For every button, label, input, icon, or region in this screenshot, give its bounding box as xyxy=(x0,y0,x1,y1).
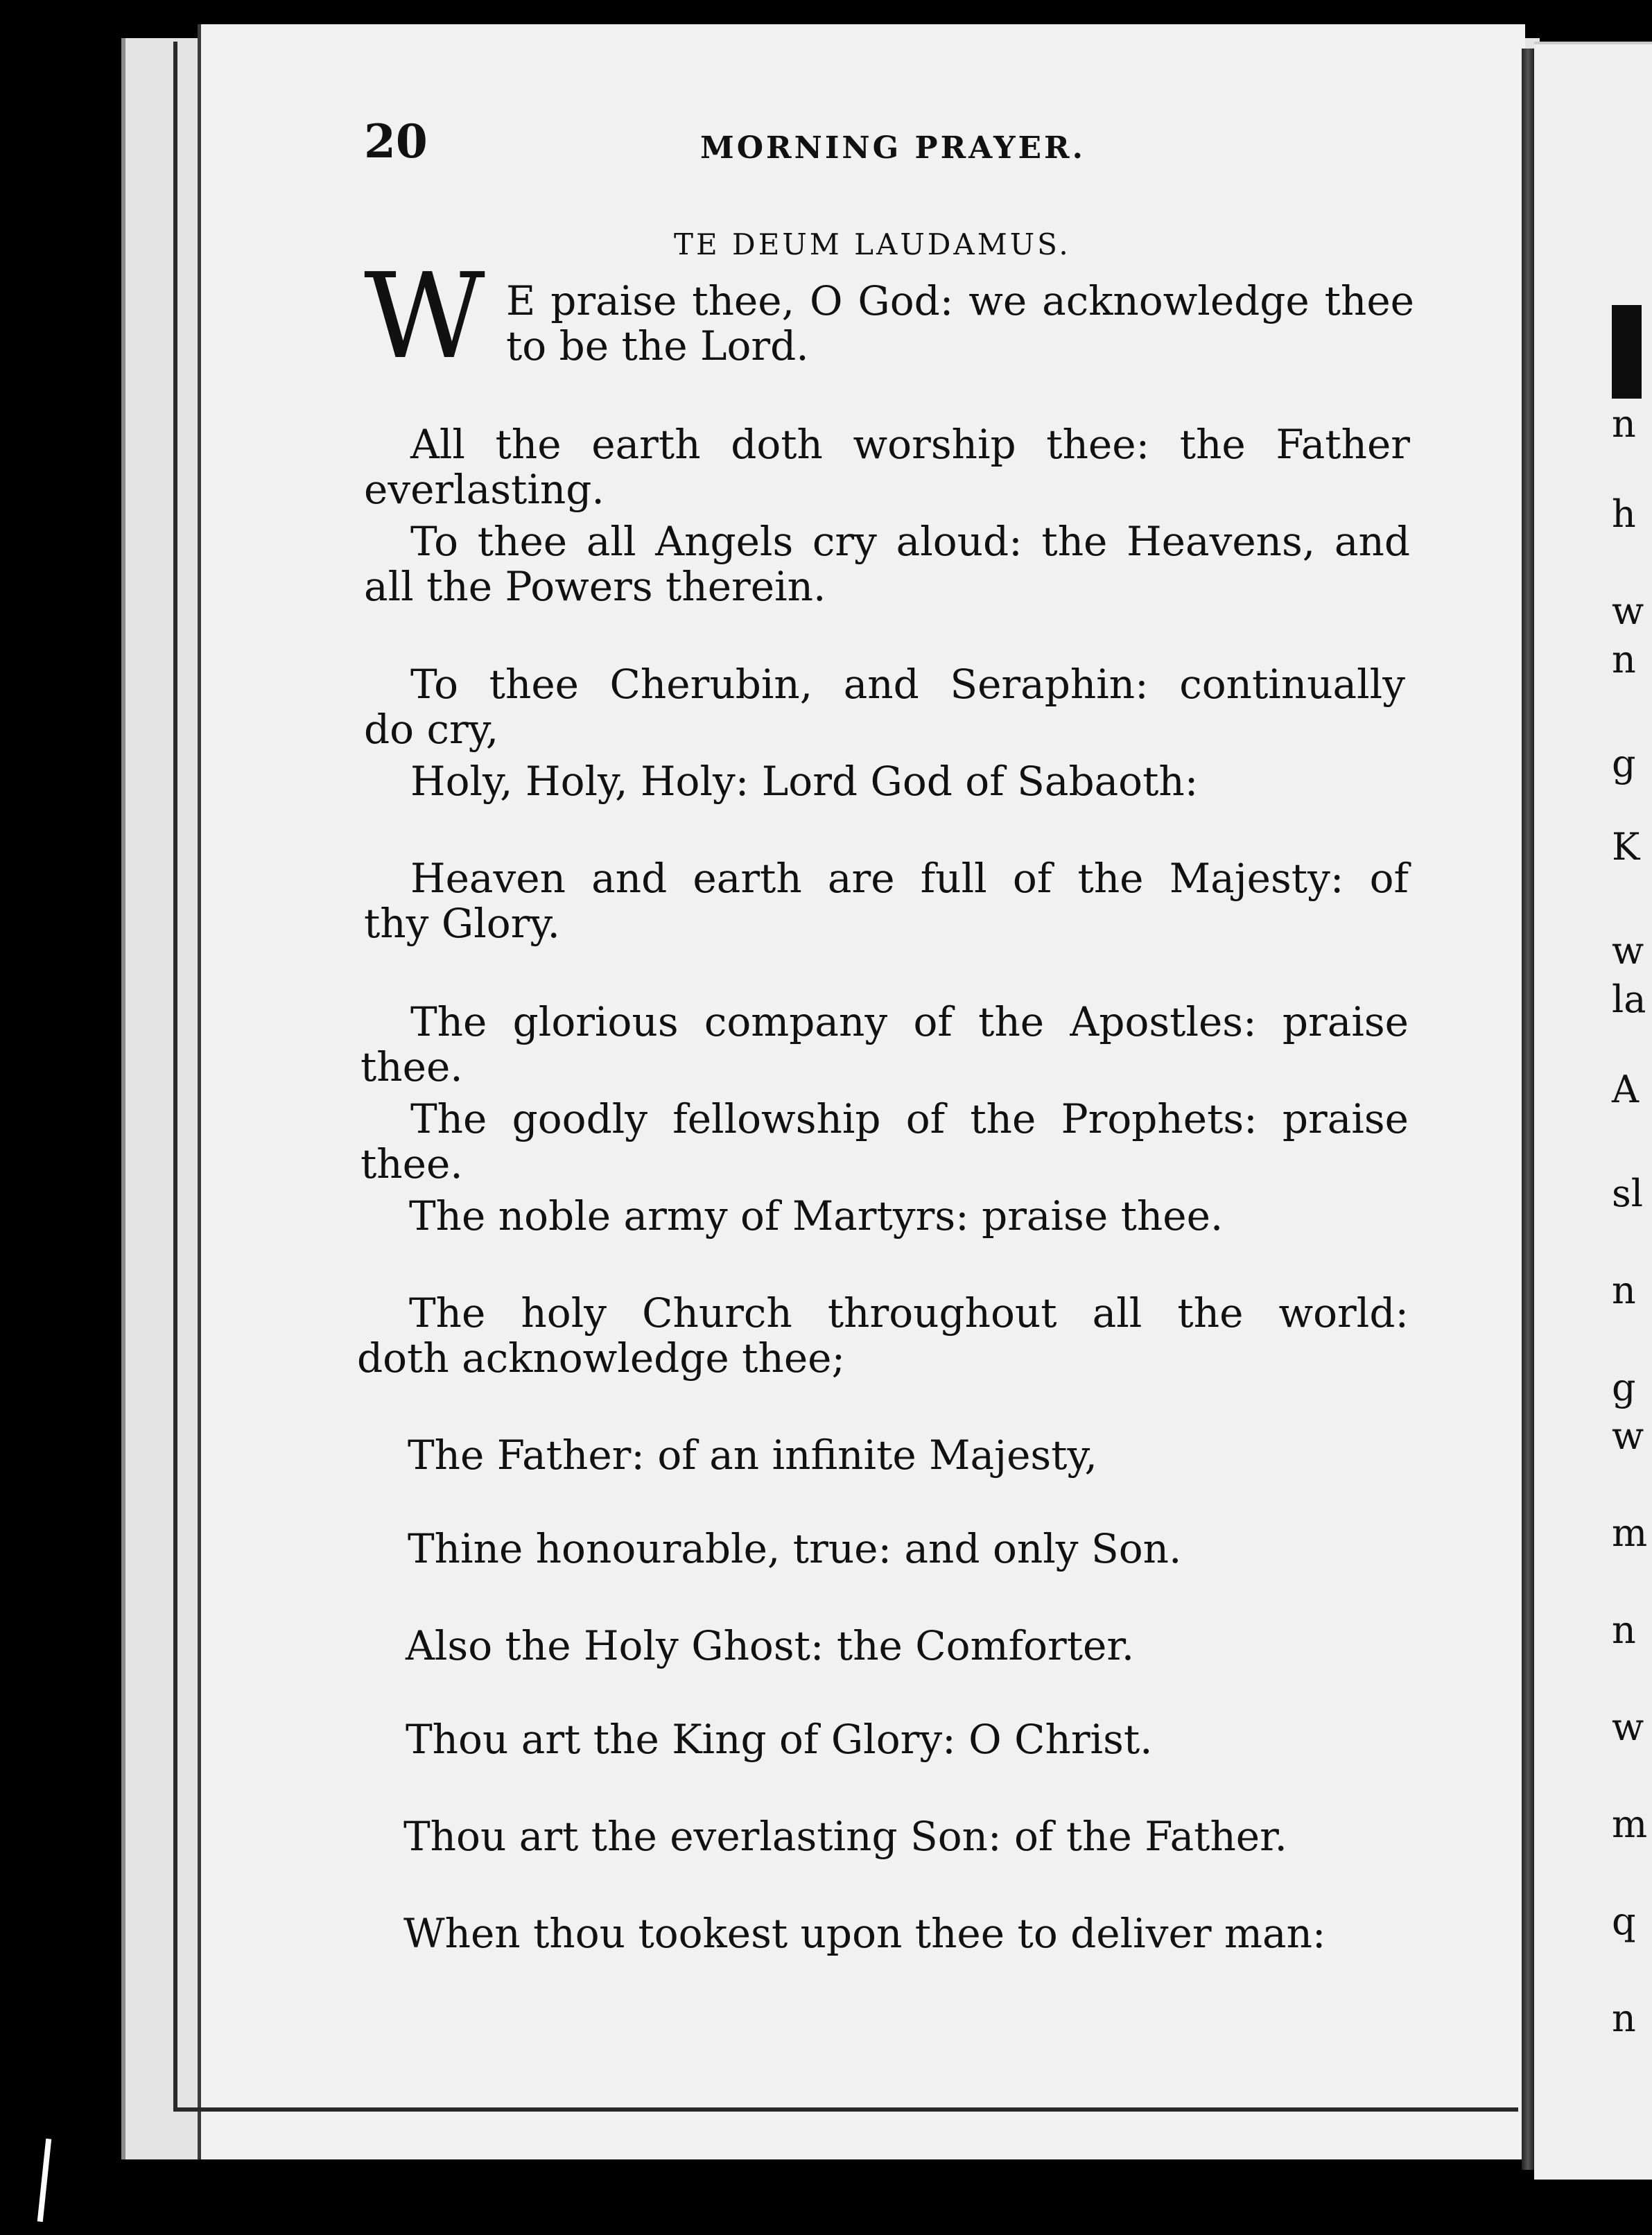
facing-page-letter: w xyxy=(1612,929,1644,973)
facing-page-letter: A xyxy=(1612,1068,1639,1111)
verse-line: Holy, Holy, Holy: Lord God of Sabaoth: xyxy=(410,758,1199,805)
facing-page-letter: w xyxy=(1612,1705,1644,1749)
verse-line: Thou art the King of Glory: O Christ. xyxy=(406,1716,1153,1763)
section-title: TE DEUM LAUDAMUS. xyxy=(674,227,1071,261)
verse-line: The noble army of Martyrs: praise thee. xyxy=(409,1192,1224,1240)
facing-page-letter: w xyxy=(1612,1414,1644,1458)
running-head: MORNING PRAYER. xyxy=(700,130,1086,166)
facing-page-letter: g xyxy=(1612,742,1636,785)
verse-line: all the Powers therein. xyxy=(364,563,826,610)
book-gutter xyxy=(1522,49,1534,2170)
facing-page-letter: n xyxy=(1612,1997,1636,2040)
facing-page-letter: w xyxy=(1612,589,1644,633)
verse-line: do cry, xyxy=(364,706,499,753)
verse-line: The goodly fellowship of the Prophets: praise xyxy=(410,1095,1409,1142)
facing-page-letter: m xyxy=(1612,1511,1648,1555)
facing-page-letter: q xyxy=(1612,1899,1636,1943)
page-edge-bottom xyxy=(173,2107,1518,2112)
verse-line: Thine honourable, true: and only Son. xyxy=(408,1525,1182,1572)
verse-line: To thee all Angels cry aloud: the Heavens, and xyxy=(410,518,1410,565)
verse-line: The holy Church throughout all the world: xyxy=(409,1289,1409,1337)
verse-line: doth acknowledge thee; xyxy=(357,1334,846,1382)
page-number: 20 xyxy=(364,114,428,168)
facing-page-letter: sl xyxy=(1612,1172,1643,1215)
verse-line: The Father: of an infinite Majesty, xyxy=(408,1432,1097,1479)
verse-line: thee. xyxy=(360,1140,463,1188)
verse-line: to be the Lord. xyxy=(506,322,809,369)
verse-line: To thee Cherubin, and Seraphin: continually xyxy=(410,661,1405,708)
verse-line: E praise thee, O God: we acknowledge thee xyxy=(506,277,1414,324)
verse-line: Thou art the everlasting Son: of the Father. xyxy=(403,1813,1287,1860)
verse-line: Heaven and earth are full of the Majesty: of xyxy=(410,855,1409,902)
scan-artifact xyxy=(37,2139,51,2222)
verse-line: Also the Holy Ghost: the Comforter. xyxy=(406,1622,1135,1669)
facing-page-letter: n xyxy=(1612,1608,1636,1652)
verse-line: All the earth doth worship thee: the Father xyxy=(410,421,1410,468)
verse-line: The glorious company of the Apostles: praise xyxy=(410,998,1409,1045)
facing-page-letter: K xyxy=(1612,825,1640,869)
verse-line: thee. xyxy=(360,1043,463,1090)
drop-cap: W xyxy=(364,248,485,385)
facing-page-drop-cap xyxy=(1612,305,1642,399)
facing-page-letter: h xyxy=(1612,492,1636,536)
page-edge-left xyxy=(173,42,177,2107)
facing-page-letter: g xyxy=(1612,1366,1636,1409)
verse-line: everlasting. xyxy=(364,466,605,513)
facing-page-letter: la xyxy=(1612,977,1646,1021)
facing-page-letter: n xyxy=(1612,638,1636,681)
facing-page-letter: m xyxy=(1612,1802,1648,1846)
verse-line: When thou tookest upon thee to deliver man: xyxy=(403,1910,1326,1957)
facing-page-letter: n xyxy=(1612,1269,1636,1312)
facing-page-letter: n xyxy=(1612,402,1636,446)
verse-line: thy Glory. xyxy=(364,900,560,947)
